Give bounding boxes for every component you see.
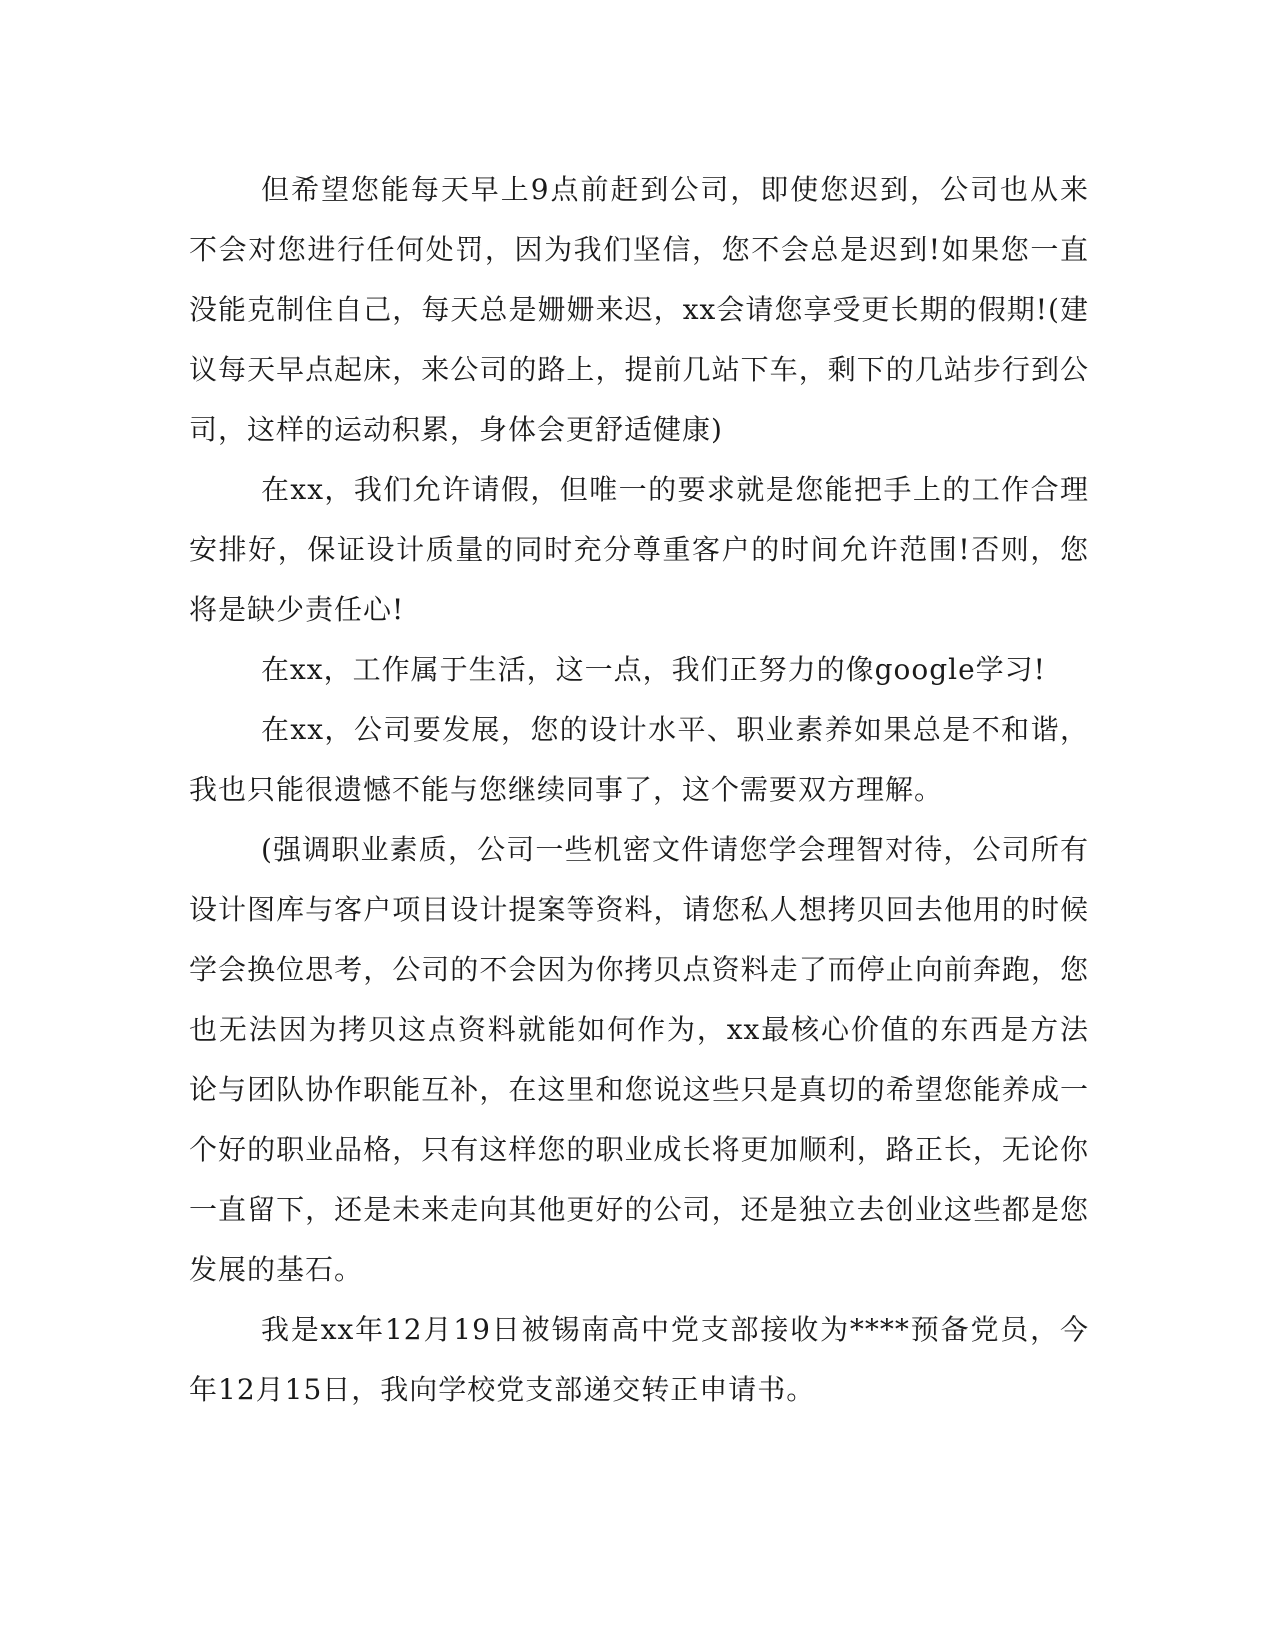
paragraph-work-life	[189, 640, 1089, 700]
document-body	[189, 160, 1089, 1420]
paragraph-text: 在xx，公司要发展，您的设计水平、职业素养如果总是不和谐，我也只能很遗憾不能与您继续同事了，这个需要双方理解。	[189, 713, 1089, 806]
paragraph-attendance	[189, 160, 1089, 460]
paragraph-text: (强调职业素质，公司一些机密文件请您学会理智对待，公司所有设计图库与客户项目设计提案等资料，请您私人想拷贝回去他用的时候学会换位思考，公司的不会因为你拷贝点资料走了而停止向前奔跑，您也无法因为拷贝这点资料就能如何作为，xx最核心价值的东西是方法论与团队协作职能互补，在这里和您说这些只是真切的希望您能养成一个好的职业品格，只有这样您的职业成长将更加顺利，路正长，无论你一直留下，还是未来走向其他更好的公司，还是独立去创业这些都是您发展的基石。	[189, 833, 1089, 1286]
paragraph-text: 我是xx年12月19日被锡南高中党支部接收为****预备党员，今年12月15日，我向学校党支部递交转正申请书。	[189, 1313, 1089, 1406]
paragraph-party-membership	[189, 1300, 1089, 1420]
paragraph-text: 在xx，我们允许请假，但唯一的要求就是您能把手上的工作合理安排好，保证设计质量的同时充分尊重客户的时间允许范围!否则，您将是缺少责任心!	[189, 473, 1089, 626]
paragraph-development	[189, 700, 1089, 820]
paragraph-professionalism	[189, 820, 1089, 1300]
paragraph-leave	[189, 460, 1089, 640]
paragraph-text: 在xx，工作属于生活，这一点，我们正努力的像google学习!	[261, 653, 1046, 686]
paragraph-text: 但希望您能每天早上9点前赶到公司，即使您迟到，公司也从来不会对您进行任何处罚，因为我们坚信，您不会总是迟到!如果您一直没能克制住自己，每天总是姗姗来迟，xx会请您享受更长期的假期!(建议每天早点起床，来公司的路上，提前几站下车，剩下的几站步行到公司，这样的运动积累，身体会更舒适健康)	[189, 173, 1089, 446]
